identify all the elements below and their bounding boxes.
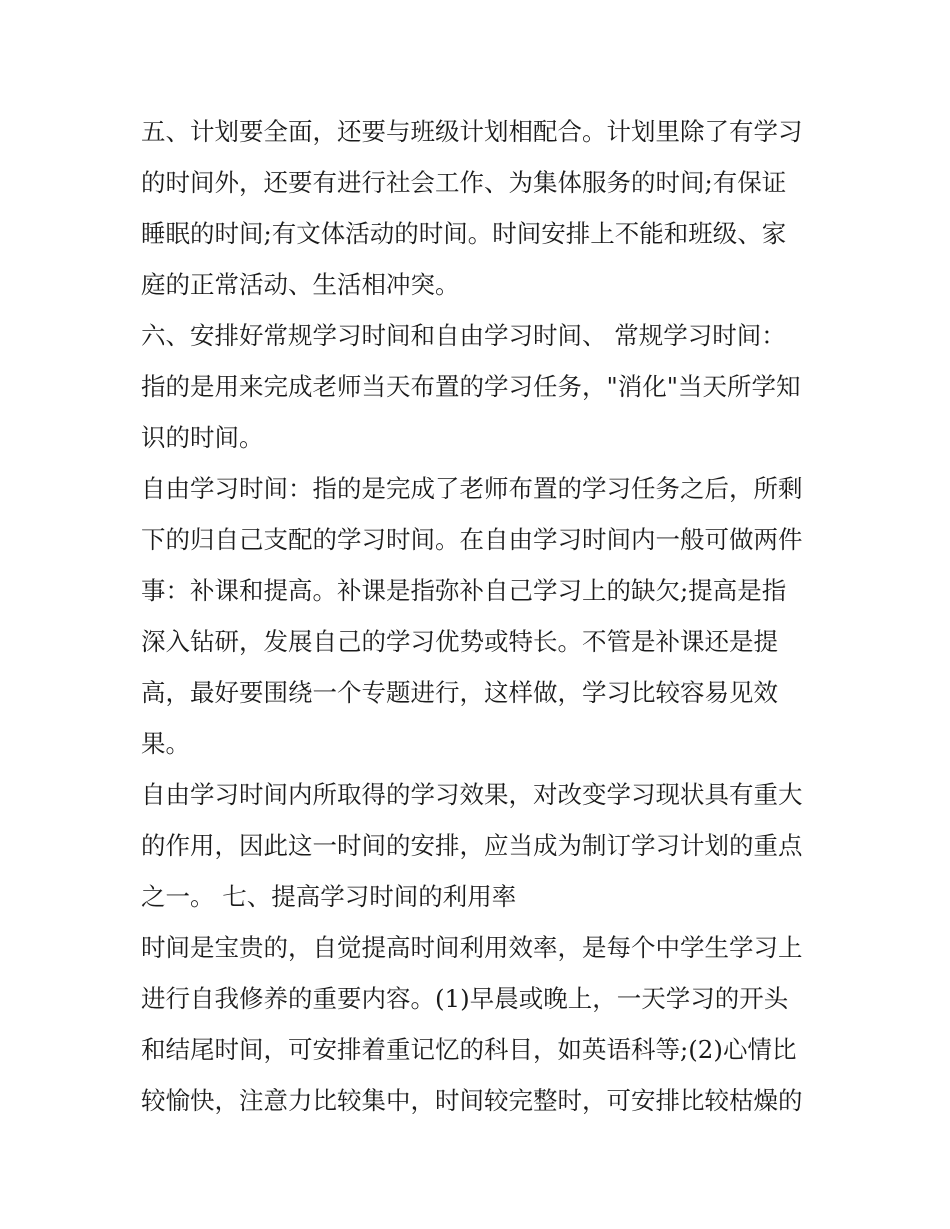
text-line: 事：补课和提高。补课是指弥补自己学习上的缺欠;提高是指 <box>141 576 787 605</box>
text-line: 自由学习时间内所取得的学习效果，对改变学习现状具有重大 <box>141 780 803 809</box>
text-line: 和结尾时间，可安排着重记忆的科目，如英语科等;(2)心情比 <box>141 1035 797 1064</box>
text-line: 的作用，因此这一时间的安排，应当成为制订学习计划的重点 <box>141 831 803 860</box>
paragraph-plan-comprehensive <box>141 106 821 310</box>
text-line: 果。 <box>141 729 190 758</box>
text-line: 时间是宝贵的，自觉提高时间利用效率，是每个中学生学习上 <box>141 933 803 962</box>
text-line: 指的是用来完成老师当天布置的学习任务，"消化"当天所学知 <box>141 372 801 401</box>
paragraph-time-efficiency <box>141 922 821 1126</box>
document-body <box>141 106 821 1126</box>
text-line: 五、计划要全面，还要与班级计划相配合。计划里除了有学习 <box>141 117 803 146</box>
text-line: 下的归自己支配的学习时间。在自由学习时间内一般可做两件 <box>141 525 803 554</box>
text-line: 较愉快，注意力比较集中，时间较完整时，可安排比较枯燥的 <box>141 1086 803 1115</box>
paragraph-regular-study-time <box>141 310 821 463</box>
text-line: 高，最好要围绕一个专题进行，这样做，学习比较容易见效 <box>141 678 778 707</box>
text-line: 深入钻研，发展自己的学习优势或特长。不管是补课还是提 <box>141 627 778 656</box>
paragraph-free-study-effect <box>141 769 821 922</box>
text-line: 识的时间。 <box>141 423 264 452</box>
text-line: 之一。 七、提高学习时间的利用率 <box>141 882 517 911</box>
text-line: 六、安排好常规学习时间和自由学习时间、 常规学习时间： <box>141 321 786 350</box>
text-line: 庭的正常活动、生活相冲突。 <box>141 270 460 299</box>
text-line: 的时间外，还要有进行社会工作、为集体服务的时间;有保证 <box>141 168 787 197</box>
paragraph-free-study-time <box>141 463 821 769</box>
text-line: 进行自我修养的重要内容。(1)早晨或晚上，一天学习的开头 <box>141 984 789 1013</box>
text-line: 自由学习时间：指的是完成了老师布置的学习任务之后，所剩 <box>141 474 803 503</box>
text-line: 睡眠的时间;有文体活动的时间。时间安排上不能和班级、家 <box>141 219 787 248</box>
